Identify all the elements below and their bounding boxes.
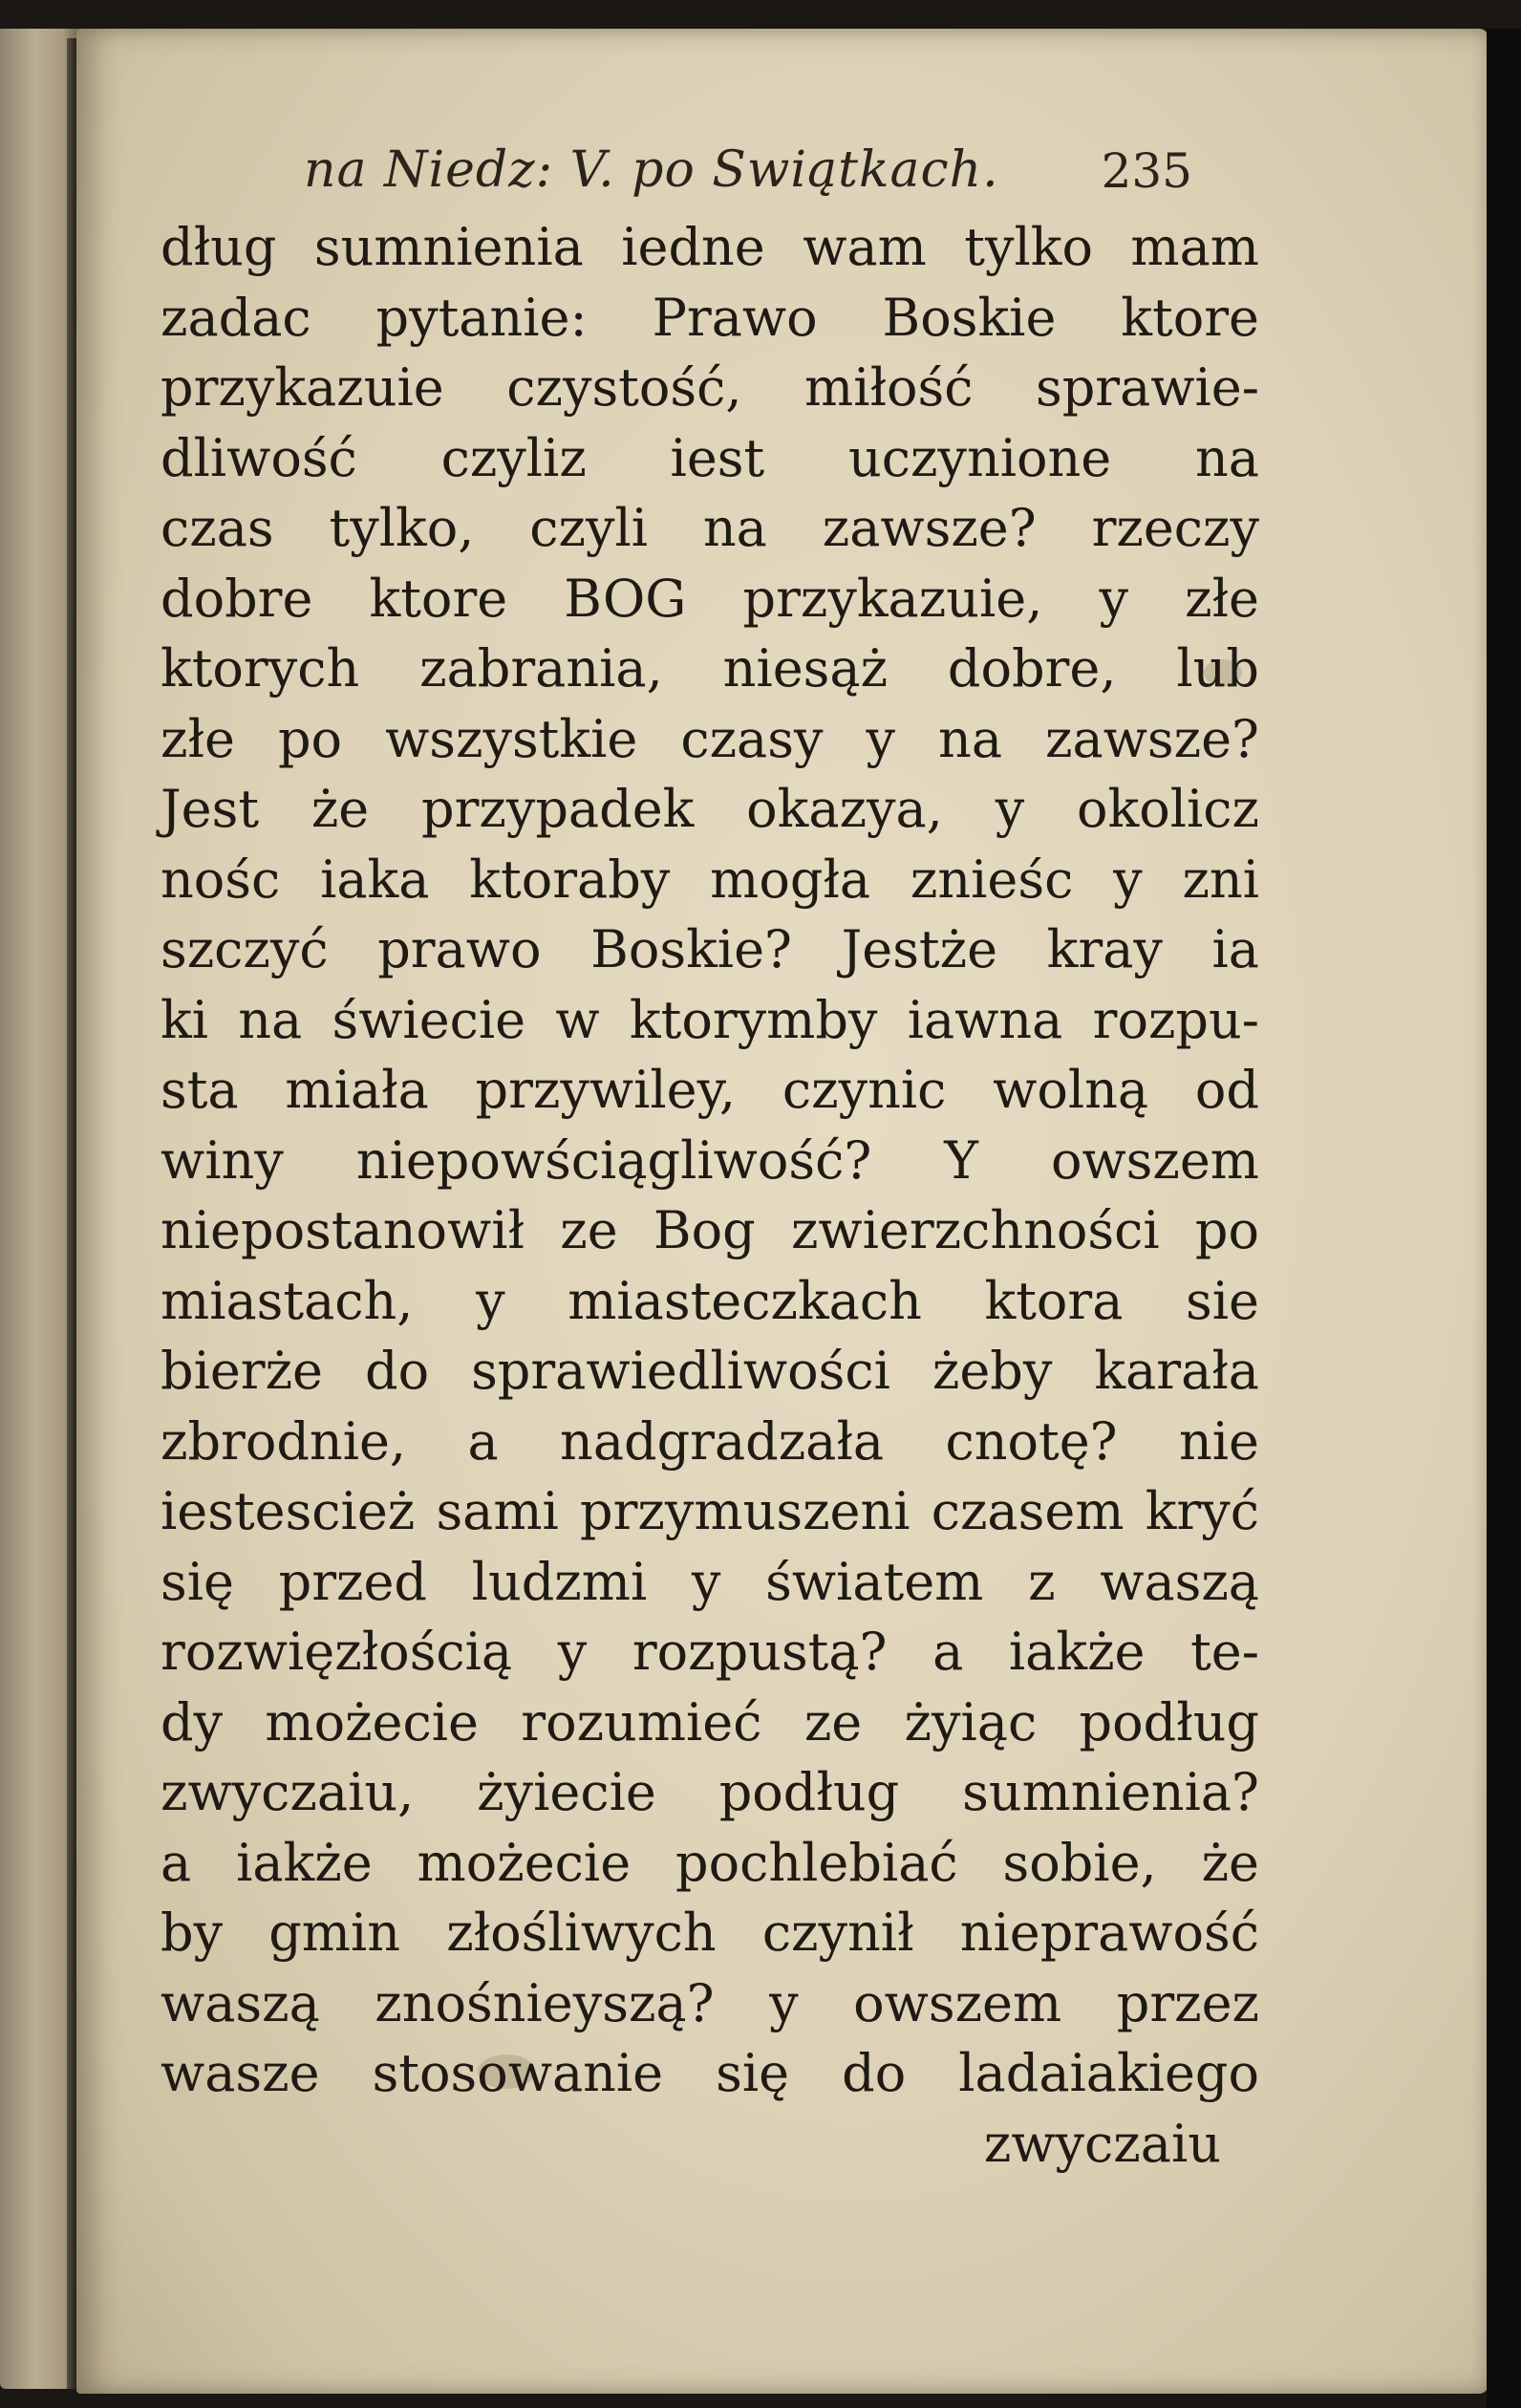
- text-line: zbrodnie, a nadgradzała cnotę? nie: [161, 1410, 1259, 1472]
- catchword: zwyczaiu: [983, 2113, 1221, 2174]
- text-line: zwyczaiu, żyiecie podług sumnienia?: [161, 1762, 1259, 1822]
- text-line: się przed ludzmi y światem z waszą: [161, 1551, 1259, 1612]
- text-line: przykazuie czystość, miłość sprawie-: [161, 357, 1259, 418]
- text-line: bierże do sprawiedliwości żeby karała: [161, 1341, 1259, 1401]
- text-line: waszą znośnieyszą? y owszem przez: [161, 1972, 1259, 2033]
- text-line: Jest że przypadek okazya, y okolicz: [161, 779, 1259, 839]
- page-number: 235: [1101, 143, 1192, 199]
- body-text: [161, 212, 1259, 2179]
- text-line: czas tylko, czyli na zawsze? rzeczy: [161, 498, 1259, 558]
- text-line: złe po wszystkie czasy y na zawsze?: [161, 708, 1259, 769]
- text-line: ktorych zabrania, niesąż dobre, lub: [161, 638, 1259, 699]
- text-line: by gmin złośliwych czynił nieprawość: [161, 1903, 1259, 1963]
- text-line: a iakże możecie pochlebiać sobie, że: [161, 1832, 1259, 1893]
- running-head: na Niedz: V. po Swiątkach.: [304, 141, 999, 199]
- text-line: szczyć prawo Boskie? Jestże kray ia: [161, 919, 1259, 979]
- text-line: rozwięzłością y rozpustą? a iakże te-: [161, 1622, 1259, 1682]
- text-line: ki na świecie w ktorymby iawna rozpu-: [161, 989, 1259, 1050]
- text-line: sta miała przywiley, czynic wolną od: [161, 1060, 1259, 1120]
- page-header: [304, 141, 1192, 214]
- text-line: dobre ktore BOG przykazuie, y złe: [161, 568, 1259, 629]
- text-line: wasze stosowanie się do ladaiakiego: [161, 2043, 1259, 2103]
- text-line: dług sumnienia iedne wam tylko mam: [161, 217, 1259, 277]
- right-shadow: [1487, 29, 1521, 2408]
- text-line: dliwość czyliz iest uczynione na: [161, 427, 1259, 488]
- text-line: nośc iaka ktoraby mogła znieśc y zni: [161, 849, 1259, 910]
- text-line: winy niepowściągliwość? Y owszem: [161, 1129, 1259, 1191]
- text-line: dy możecie rozumieć ze żyiąc podług: [161, 1691, 1259, 1752]
- text-line: miastach, y miasteczkach ktora sie: [161, 1270, 1259, 1331]
- text-line: niepostanowił ze Bog zwierzchności po: [161, 1200, 1259, 1260]
- text-line: zadac pytanie: Prawo Boskie ktore: [161, 287, 1259, 348]
- text-line: iestescież sami przymuszeni czasem kryć: [161, 1481, 1259, 1541]
